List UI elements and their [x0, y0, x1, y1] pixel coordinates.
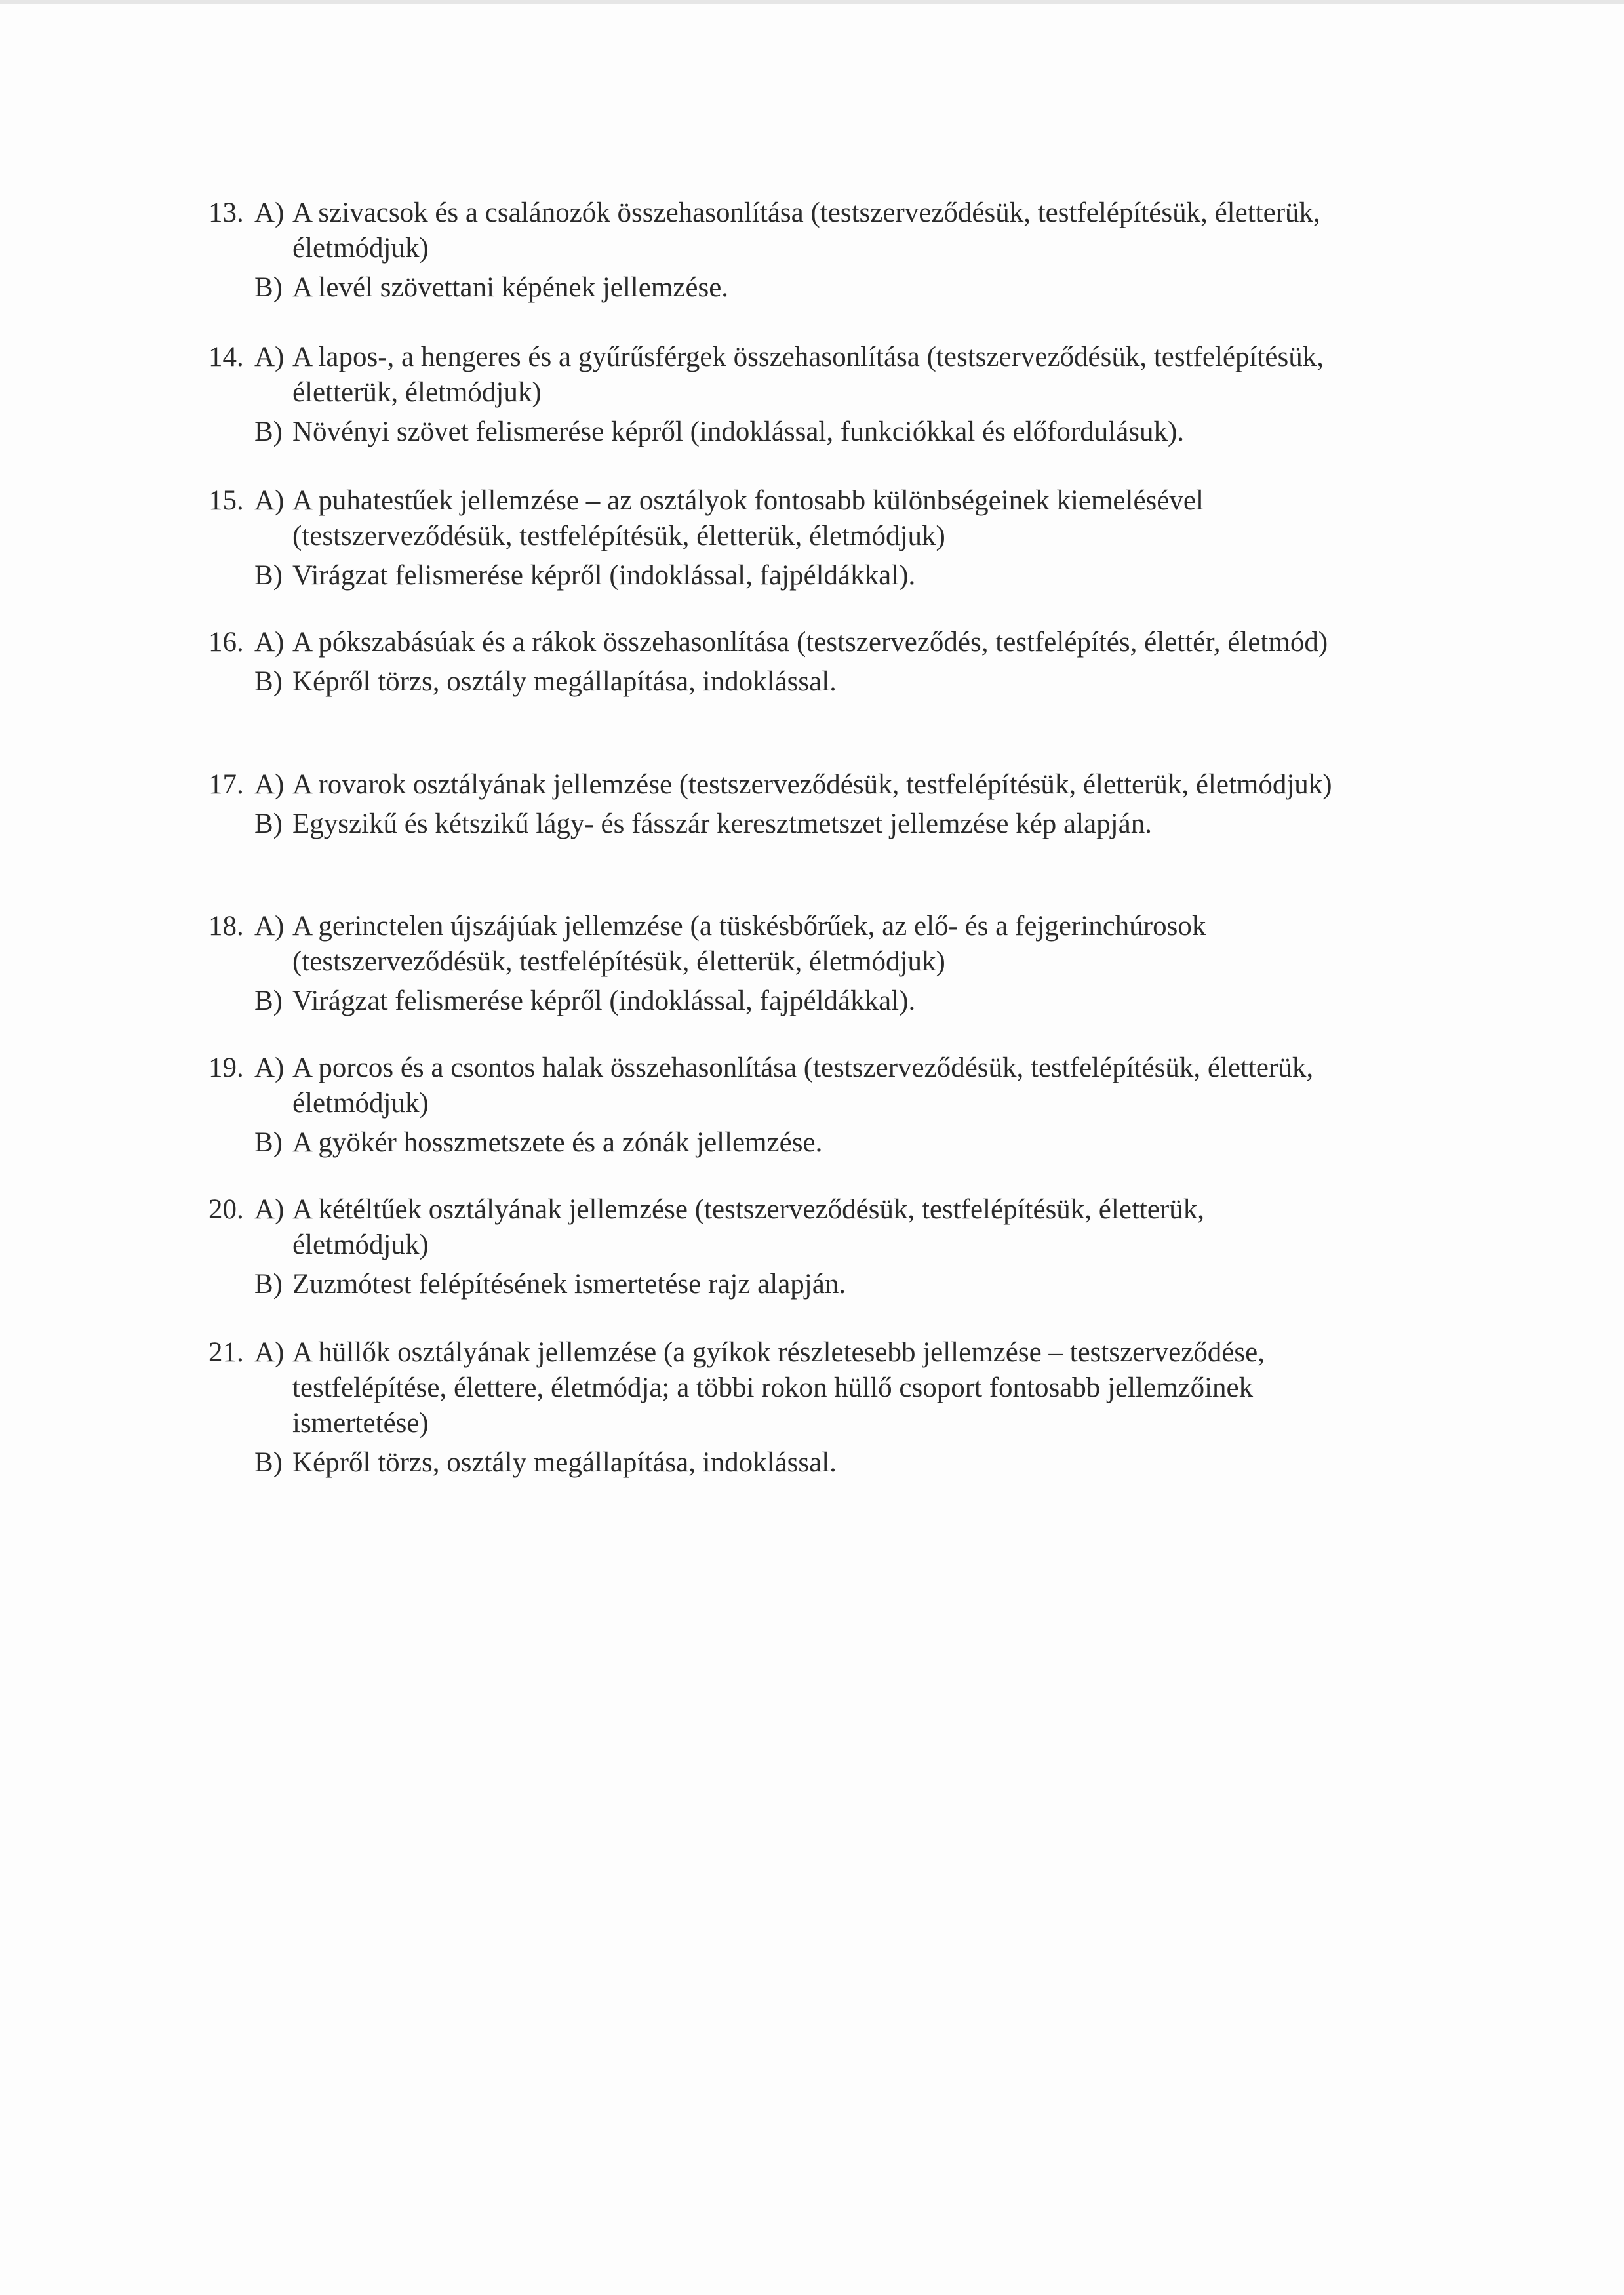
question-18 [208, 909, 1336, 1019]
question-15-part-a [208, 483, 1336, 554]
part-b-label: B) [254, 272, 283, 303]
question-number: 19. [208, 1052, 244, 1083]
question-14 [208, 340, 1336, 450]
question-19 [208, 1050, 1336, 1161]
part-b-text: Képről törzs, osztály megállapítása, indoklással. [292, 1447, 837, 1478]
question-number: 21. [208, 1337, 244, 1368]
part-b-label: B) [254, 808, 283, 839]
question-number: 13. [208, 197, 244, 228]
part-a-label: A) [254, 197, 285, 228]
question-number: 20. [208, 1194, 244, 1225]
question-15 [208, 483, 1336, 593]
part-b-text: A levél szövettani képének jellemzése. [292, 272, 729, 303]
part-b-text: Zuzmótest felépítésének ismertetése rajz alapján. [292, 1269, 846, 1300]
question-21 [208, 1335, 1336, 1481]
part-b-label: B) [254, 1127, 283, 1158]
question-20-part-a [208, 1192, 1336, 1263]
part-a-text: A szivacsok és a csalánozók összehasonlítása (testszerveződésük, testfelépítésük, életterük, életmódjuk) [292, 197, 1320, 264]
part-b-text: Növényi szövet felismerése képről (indoklással, funkciókkal és előfordulásuk). [292, 416, 1185, 447]
question-14-part-a [208, 340, 1336, 410]
question-number: 14. [208, 342, 244, 372]
question-number: 15. [208, 485, 244, 516]
part-a-text: A porcos és a csontos halak összehasonlítása (testszerveződésük, testfelépítésük, életterük, életmódjuk) [292, 1052, 1314, 1119]
part-a-text: A puhatestűek jellemzése – az osztályok fontosabb különbségeinek kiemelésével (testszerveződésük, testfelépítésük, életterük, életmódjuk) [292, 485, 1204, 551]
question-18-part-b [208, 984, 1336, 1019]
part-a-label: A) [254, 1337, 285, 1368]
question-15-part-b [208, 558, 1336, 593]
part-b-text: Virágzat felismerése képről (indoklással, fajpéldákkal). [292, 560, 916, 591]
part-b-label: B) [254, 666, 283, 697]
part-a-label: A) [254, 627, 285, 658]
question-19-part-b [208, 1125, 1336, 1161]
part-a-text: A pókszabásúak és a rákok összehasonlítása (testszerveződés, testfelépítés, élettér, életmód) [292, 627, 1328, 658]
part-b-label: B) [254, 416, 283, 447]
question-17-part-a [208, 767, 1336, 803]
question-21-part-b [208, 1445, 1336, 1481]
part-b-label: B) [254, 1269, 283, 1300]
question-number: 18. [208, 911, 244, 942]
question-number: 17. [208, 769, 244, 800]
question-17-part-b [208, 807, 1336, 842]
question-20-part-b [208, 1267, 1336, 1302]
part-a-text: A lapos-, a hengeres és a gyűrűsférgek összehasonlítása (testszerveződésük, testfelépítésük, életterük, életmódjuk) [292, 342, 1324, 408]
question-13-part-b [208, 270, 1336, 306]
scan-edge [0, 0, 1624, 4]
part-a-label: A) [254, 911, 285, 942]
part-a-text: A gerinctelen újszájúak jellemzése (a tüskésbőrűek, az elő- és a fejgerinchúrosok (testszerveződésük, testfelépítésük, életterük, életmódjuk) [292, 911, 1206, 977]
part-a-label: A) [254, 342, 285, 372]
part-b-text: Képről törzs, osztály megállapítása, indoklással. [292, 666, 837, 697]
question-19-part-a [208, 1050, 1336, 1121]
part-b-text: A gyökér hosszmetszete és a zónák jellemzése. [292, 1127, 823, 1158]
part-b-text: Egyszikű és kétszikű lágy- és fásszár keresztmetszet jellemzése kép alapján. [292, 808, 1152, 839]
question-13-part-a [208, 195, 1336, 266]
question-18-part-a [208, 909, 1336, 980]
question-14-part-b [208, 414, 1336, 450]
part-b-label: B) [254, 1447, 283, 1478]
part-a-label: A) [254, 1194, 285, 1225]
part-a-text: A kétéltűek osztályának jellemzése (testszerveződésük, testfelépítésük, életterük, életmódjuk) [292, 1194, 1204, 1260]
part-a-label: A) [254, 1052, 285, 1083]
part-b-label: B) [254, 560, 283, 591]
question-16 [208, 625, 1336, 700]
question-21-part-a [208, 1335, 1336, 1441]
part-b-text: Virágzat felismerése képről (indoklással, fajpéldákkal). [292, 986, 916, 1016]
question-13 [208, 195, 1336, 306]
part-a-label: A) [254, 769, 285, 800]
question-17 [208, 767, 1336, 842]
part-a-text: A rovarok osztályának jellemzése (testszerveződésük, testfelépítésük, életterük, életmódjuk) [292, 769, 1332, 800]
part-a-text: A hüllők osztályának jellemzése (a gyíkok részletesebb jellemzése – testszerveződése, testfelépítése, élettere, életmódja; a többi rokon hüllő csoport fontosabb jellemzőinek ismertetése) [292, 1337, 1265, 1439]
question-16-part-a [208, 625, 1336, 660]
part-a-label: A) [254, 485, 285, 516]
question-number: 16. [208, 627, 244, 658]
question-16-part-b [208, 664, 1336, 700]
question-20 [208, 1192, 1336, 1302]
part-b-label: B) [254, 986, 283, 1016]
